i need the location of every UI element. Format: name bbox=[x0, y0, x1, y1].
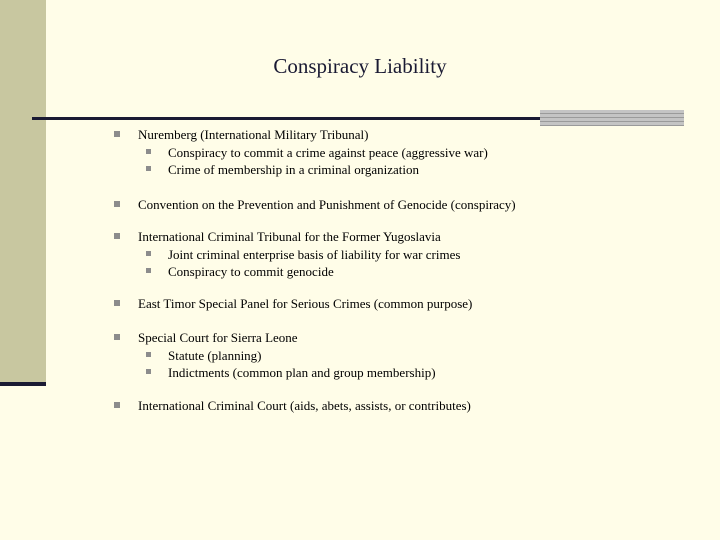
square-bullet-icon bbox=[114, 201, 120, 207]
sub-list-item-text: Conspiracy to commit genocide bbox=[168, 264, 334, 279]
sub-list-item-text: Conspiracy to commit a crime against peace (aggressive war) bbox=[168, 145, 488, 160]
sub-list-item-text: Joint criminal enterprise basis of liability for war crimes bbox=[168, 247, 461, 262]
square-bullet-icon bbox=[114, 233, 120, 239]
sub-list-item-text: Statute (planning) bbox=[168, 348, 262, 363]
list-item-text: Convention on the Prevention and Punishment of Genocide (conspiracy) bbox=[138, 197, 516, 212]
slide-title: Conspiracy Liability bbox=[273, 54, 447, 78]
title-rule-gray bbox=[540, 110, 684, 126]
title-rule-dark bbox=[32, 117, 540, 120]
square-bullet-icon bbox=[114, 402, 120, 408]
square-bullet-icon bbox=[146, 166, 151, 171]
sub-list-item-text: Crime of membership in a criminal organization bbox=[168, 162, 420, 177]
list-item-text: Nuremberg (International Military Tribunal) bbox=[138, 127, 369, 142]
square-bullet-icon bbox=[114, 131, 120, 137]
list-item-text: International Criminal Court (aids, abets, assists, or contributes) bbox=[138, 398, 471, 413]
square-bullet-icon bbox=[114, 300, 120, 306]
list-item-text: International Criminal Tribunal for the Former Yugoslavia bbox=[138, 229, 441, 244]
square-bullet-icon bbox=[114, 334, 120, 340]
square-bullet-icon bbox=[146, 268, 151, 273]
left-accent-bar-line bbox=[0, 382, 46, 386]
list-item-text: East Timor Special Panel for Serious Crimes (common purpose) bbox=[138, 296, 473, 311]
sub-list-item-text: Indictments (common plan and group membership) bbox=[168, 365, 436, 380]
square-bullet-icon bbox=[146, 369, 151, 374]
square-bullet-icon bbox=[146, 352, 151, 357]
square-bullet-icon bbox=[146, 251, 151, 256]
list-item-text: Special Court for Sierra Leone bbox=[138, 330, 298, 345]
square-bullet-icon bbox=[146, 149, 151, 154]
